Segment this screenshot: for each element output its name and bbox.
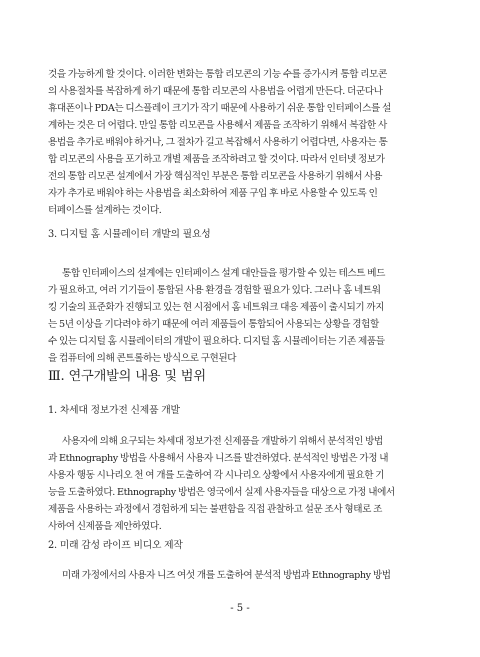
- text-line: 수 있는 디지털 홈 시뮬레이터의 개발이 필요하다. 디지털 홈 시뮬레이터는 기존 제품들: [48, 336, 385, 347]
- text-line: 합 리모콘의 사용을 포기하고 개별 제품을 조작하려고 할 것이다. 따라서 인터넷 정보가: [48, 154, 385, 165]
- heading-digital-home-simulator-need: 3. 디지털 홈 시뮬레이터 개발의 필요성: [48, 229, 211, 240]
- text-line: 터페이스를 설계하는 것이다.: [48, 205, 162, 216]
- paragraph-integrated-remote: [48, 66, 432, 219]
- text-line: 가 필요하고, 여러 기기들이 통합된 사용 환경을 경험할 필요가 있다. 그러나 홈 네트워: [48, 285, 381, 296]
- text-line: 사용자에 의해 요구되는 차세대 정보가전 신제품을 개발하기 위해서 분석적인 방법: [62, 436, 383, 447]
- heading-next-gen-appliance: 1. 차세대 정보가전 신제품 개발: [48, 405, 180, 416]
- text-line: 용법을 추가로 배워야 하거나, 그 절차가 길고 복잡해서 사용하기 어렵다면, 사용자는 통: [48, 137, 388, 148]
- text-line: 전의 통합 리모콘 설계에서 가장 핵심적인 부분은 통합 리모콘을 사용하기 위해서 사용: [48, 171, 383, 182]
- paragraph-next-gen-appliance: [48, 433, 432, 535]
- text-line: 것을 가능하게 할 것이다. 이러한 변화는 통합 리모콘의 기능 수를 증가시켜 통합 리모콘: [48, 69, 387, 80]
- text-line: 능을 도출하였다. Ethnography 방법은 영국에서 실제 사용자들을 대상으로 가정 내에서: [48, 487, 395, 498]
- text-line: 제품을 사용하는 과정에서 경험하게 되는 불편함을 직접 관찰하고 설문 조사 형태로 조: [48, 504, 383, 515]
- text-line: 미래 가정에서의 사용자 니즈 여섯 개를 도출하여 분석적 방법과 Ethnography 방법: [62, 570, 391, 581]
- heading-future-lifestyle-video: 2. 미래 감성 라이프 비디오 제작: [48, 540, 183, 551]
- text-line: 계하는 것은 더 어렵다. 만일 통합 리모콘을 사용해서 제품을 조작하기 위해서 복잡한 사: [48, 120, 387, 131]
- page-number: - 5 -: [230, 603, 250, 614]
- text-line: 과 Ethnography 방법을 사용해서 사용자 니즈를 발견하였다. 분석적인 방법은 가정 내: [48, 453, 389, 464]
- text-line: 을 컴퓨터에 의해 콘트롤하는 방식으로 구현된다: [48, 353, 237, 364]
- section-title: Ⅲ. 연구개발의 내용 및 범위: [48, 369, 206, 384]
- text-line: 의 사용절차를 복잡하게 하기 때문에 통합 리모콘의 사용법을 어렵게 만든다. 더군다나: [48, 86, 383, 97]
- text-line: 킹 기술의 표준화가 진행되고 있는 현 시점에서 홈 네트워크 대응 제품이 출시되기 까지: [48, 302, 385, 313]
- text-line: 는 5년 이상을 기다려야 하기 때문에 여러 제품들이 통합되어 사용되는 상황을 경험할: [48, 319, 379, 330]
- text-line: 자가 추가로 배워야 하는 사용법을 최소화하여 제품 구입 후 바로 사용할 수 있도록 인: [48, 188, 378, 199]
- text-line: 휴대폰이나 PDA는 디스플레이 크기가 작기 때문에 사용하기 쉬운 통합 인터페이스를 설: [48, 103, 391, 114]
- text-line: 통합 인터페이스의 설계에는 인터페이스 설계 대안들을 평가할 수 있는 테스트 베드: [62, 268, 385, 279]
- text-line: 사용자 행동 시나리오 천 여 개를 도출하여 각 시나리오 상황에서 사용자에게 필요한 기: [48, 470, 385, 481]
- text-line: 사하여 신제품을 제안하였다.: [48, 521, 162, 532]
- paragraph-simulator-need: [48, 265, 432, 367]
- paragraph-future-lifestyle-video: [48, 567, 432, 584]
